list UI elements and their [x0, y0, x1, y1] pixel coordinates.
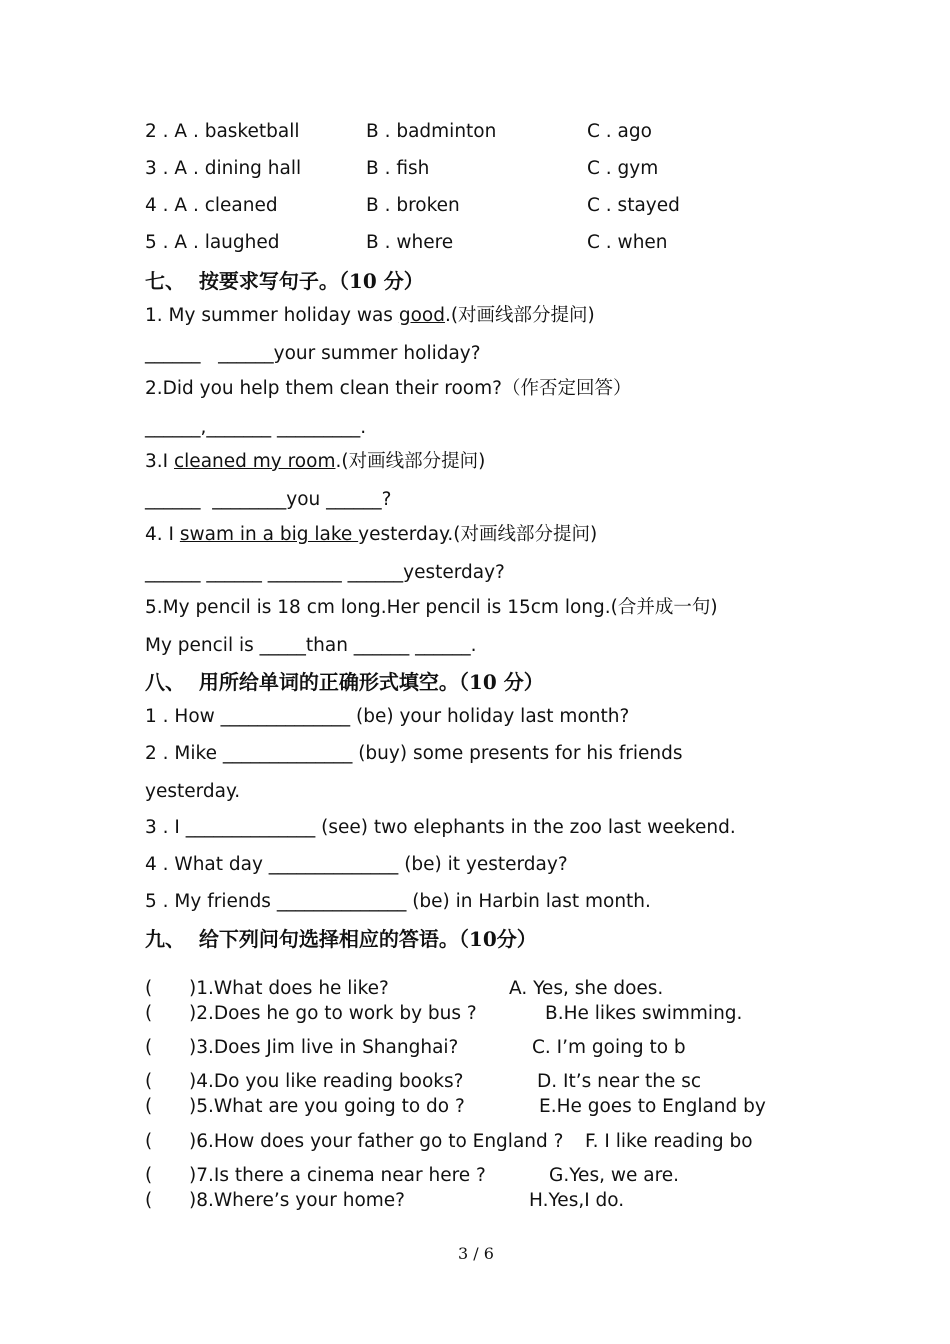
question-line	[145, 524, 597, 546]
match-question: )6.How does your father go to England ?	[189, 1131, 564, 1152]
page-number: 3 / 6	[458, 1244, 494, 1263]
answer-line: ______ ________you ______?	[145, 489, 392, 510]
text: yesterday.(对画线部分提问)	[358, 524, 598, 545]
match-answer: D. It’s near the sc	[537, 1071, 702, 1092]
fill-line: yesterday.	[145, 781, 241, 802]
paren: (	[145, 1190, 153, 1211]
question-line: 2.Did you help them clean their room?（作否定回答）	[145, 378, 632, 399]
underlined-text: cleaned my room	[174, 451, 336, 472]
underlined-text: good	[398, 305, 445, 326]
fill-line: 3 . I ______________ (see) two elephants in the zoo last weekend.	[145, 817, 736, 838]
match-answer: A. Yes, she does.	[509, 978, 664, 999]
paren: (	[145, 1071, 153, 1092]
answer-line: ______ ______your summer holiday?	[145, 343, 481, 364]
option-row-c: C . ago	[587, 121, 652, 142]
option-row-b: B . fish	[366, 158, 430, 179]
fill-line: 2 . Mike ______________ (buy) some presents for his friends	[145, 743, 683, 764]
match-question: )7.Is there a cinema near here ?	[189, 1165, 486, 1186]
paren: (	[145, 978, 153, 999]
option-row-b: B . badminton	[366, 121, 497, 142]
question-line: 5.My pencil is 18 cm long.Her pencil is 15cm long.(合并成一句)	[145, 597, 718, 618]
paren: (	[145, 1165, 153, 1186]
match-answer: H.Yes,I do.	[529, 1190, 625, 1211]
match-question: )2.Does he go to work by bus ?	[189, 1003, 477, 1024]
paren: (	[145, 1131, 153, 1152]
match-question: )4.Do you like reading books?	[189, 1071, 464, 1092]
option-row-a: 3 . A . dining hall	[145, 158, 302, 179]
match-answer: G.Yes, we are.	[549, 1165, 680, 1186]
match-question: )5.What are you going to do ?	[189, 1096, 465, 1117]
answer-line: My pencil is _____than ______ ______.	[145, 635, 477, 656]
text: .(对画线部分提问)	[335, 451, 486, 472]
text: 1. My summer holiday was	[145, 305, 399, 326]
fill-line: 5 . My friends ______________ (be) in Harbin last month.	[145, 891, 651, 912]
question-line	[145, 451, 485, 473]
paren: (	[145, 1003, 153, 1024]
answer-line: ______ ______ ________ ______yesterday?	[145, 562, 505, 583]
fill-line: 4 . What day ______________ (be) it yesterday?	[145, 854, 568, 875]
match-answer: C. I’m going to b	[532, 1037, 686, 1058]
match-question: )1.What does he like?	[189, 978, 389, 999]
match-question: )8.Where’s your home?	[189, 1190, 405, 1211]
match-answer: E.He goes to England by	[539, 1096, 766, 1117]
match-answer: B.He likes swimming.	[545, 1003, 743, 1024]
text: 4. I	[145, 524, 180, 545]
option-row-a: 2 . A . basketball	[145, 121, 300, 142]
paren: (	[145, 1037, 153, 1058]
option-row-c: C . when	[587, 232, 668, 253]
option-row-c: C . stayed	[587, 195, 680, 216]
section-heading: 七、 按要求写句子。（10 分）	[145, 269, 424, 293]
fill-line: 1 . How ______________ (be) your holiday last month?	[145, 706, 630, 727]
option-row-c: C . gym	[587, 158, 659, 179]
question-line	[145, 305, 595, 327]
match-question: )3.Does Jim live in Shanghai?	[189, 1037, 459, 1058]
match-answer: F. I like reading bo	[585, 1131, 753, 1152]
text: 3.I	[145, 451, 174, 472]
option-row-b: B . broken	[366, 195, 460, 216]
text: .(对画线部分提问)	[444, 305, 595, 326]
section-heading: 九、 给下列问句选择相应的答语。（10分）	[145, 927, 537, 951]
underlined-text: swam in a big lake	[179, 524, 359, 545]
option-row-a: 5 . A . laughed	[145, 232, 280, 253]
paren: (	[145, 1096, 153, 1117]
option-row-b: B . where	[366, 232, 454, 253]
option-row-a: 4 . A . cleaned	[145, 195, 278, 216]
section-heading: 八、 用所给单词的正确形式填空。（10 分）	[145, 670, 544, 694]
answer-line: ______,_______ _________.	[145, 417, 367, 438]
